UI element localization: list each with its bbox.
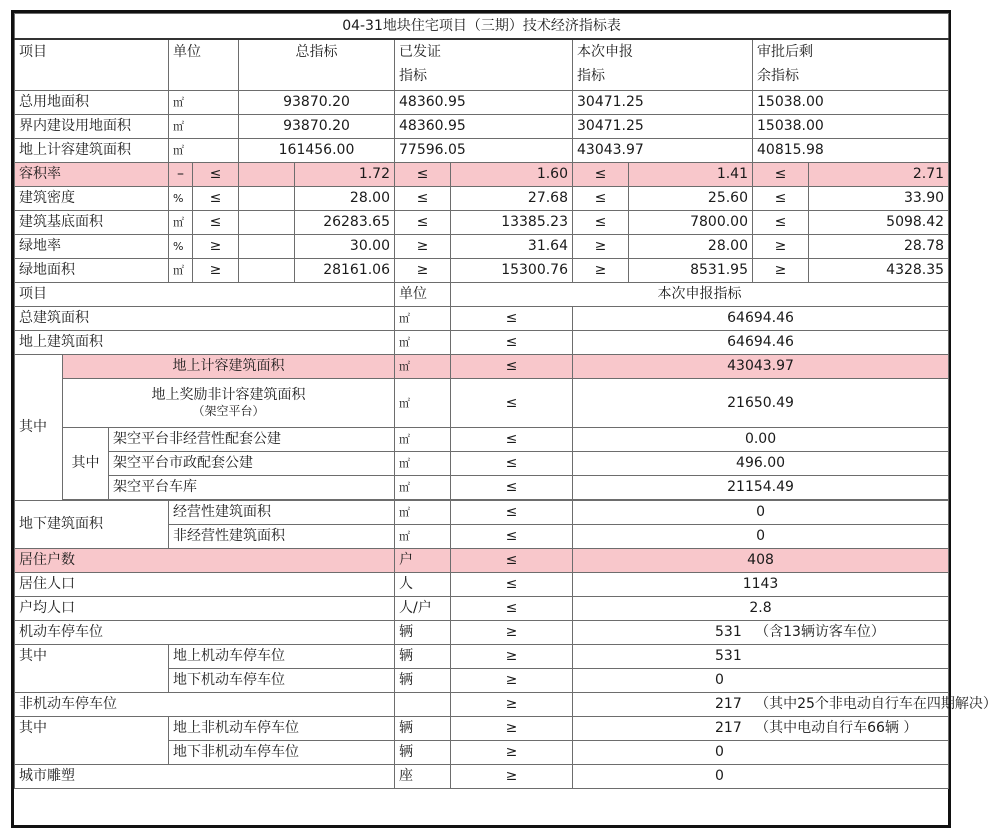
header-current: 本次申报 指标 xyxy=(573,39,753,91)
table-row: 其中 地上机动车停车位 辆 ≥ 531 xyxy=(15,645,949,669)
table-title-row xyxy=(15,14,949,40)
top-header-row xyxy=(15,39,949,91)
indicator-sheet xyxy=(11,10,997,828)
table-row: 绿地面积 ㎡ ≥ 28161.06 ≥ 15300.76 ≥ 8531.95 ≥ 4328.35 xyxy=(15,259,949,283)
table-row: 建筑密度 % ≤ 28.00 ≤ 27.68 ≤ 25.60 ≤ 33.90 xyxy=(15,187,949,211)
header-issued: 已发证 指标 xyxy=(395,39,573,91)
header-unit: 单位 xyxy=(169,39,239,91)
table-row: 户均人口 人/户 ≤ 2.8 xyxy=(15,597,949,621)
table-title: 04-31地块住宅项目（三期）技术经济指标表 xyxy=(15,14,949,40)
table-row: 机动车停车位 辆 ≥ 531 （含13辆访客车位） xyxy=(15,621,949,645)
table-row: 总建筑面积 ㎡ ≤ 64694.46 xyxy=(15,307,949,331)
header-item: 项目 xyxy=(15,39,169,91)
table-row: 架空平台市政配套公建 ㎡ ≤ 496.00 xyxy=(15,452,949,476)
header-remain: 审批后剩 余指标 xyxy=(753,39,949,91)
indicator-table xyxy=(14,13,997,789)
table-row: 地上计容建筑面积 ㎡ 161456.00 77596.05 43043.97 40815.98 xyxy=(15,139,949,163)
header-total: 总指标 xyxy=(239,39,395,91)
per-household-value: 2.8 xyxy=(573,597,949,621)
table-row-highlighted: 容积率 – ≤ 1.72 ≤ 1.60 ≤ 1.41 ≤ 2.71 xyxy=(15,163,949,187)
table-row: 架空平台车库 ㎡ ≤ 21154.49 xyxy=(15,476,949,500)
table-row: 地下建筑面积 经营性建筑面积 ㎡ ≤ 0 xyxy=(15,501,949,525)
table-row: 非机动车停车位 ≥ 217 （其中25个非电动自行车在四期解决） xyxy=(15,693,949,717)
table-row: 界内建设用地面积 ㎡ 93870.20 48360.95 30471.25 15038.00 xyxy=(15,115,949,139)
table-row: 城市雕塑 座 ≥ 0 xyxy=(15,765,949,789)
bottom-header-row: 项目 单位 本次申报指标 xyxy=(15,283,949,307)
table-row: 地上奖励非计容建筑面积 （架空平台） ㎡ ≤ 21650.49 xyxy=(15,379,949,428)
table-row: 非经营性建筑面积 ㎡ ≤ 0 xyxy=(15,525,949,549)
table-row: 总用地面积 ㎡ 93870.20 48360.95 30471.25 15038.00 xyxy=(15,91,949,115)
table-row: 建筑基底面积 ㎡ ≤ 26283.65 ≤ 13385.23 ≤ 7800.00 ≤ 5098.42 xyxy=(15,211,949,235)
table-row: 居住人口 人 ≤ 1143 xyxy=(15,573,949,597)
table-row: 其中 地上计容建筑面积 ㎡ ≤ 43043.97 xyxy=(15,355,949,379)
table-row: 其中 地上非机动车停车位 辆 ≥ 217 （其中电动自行车66辆 ） xyxy=(15,717,949,741)
table-row-highlighted: 居住户数 户 ≤ 408 xyxy=(15,549,949,573)
table-row: 地上建筑面积 ㎡ ≤ 64694.46 xyxy=(15,331,949,355)
of-which-label: 其中 xyxy=(15,355,63,501)
table-row: 地下机动车停车位 辆 ≥ 0 xyxy=(15,669,949,693)
table-row: 地下非机动车停车位 辆 ≥ 0 xyxy=(15,741,949,765)
table-row: 绿地率 % ≥ 30.00 ≥ 31.64 ≥ 28.00 ≥ 28.78 xyxy=(15,235,949,259)
table-row: 其中 架空平台非经营性配套公建 ㎡ ≤ 0.00 xyxy=(15,428,949,452)
